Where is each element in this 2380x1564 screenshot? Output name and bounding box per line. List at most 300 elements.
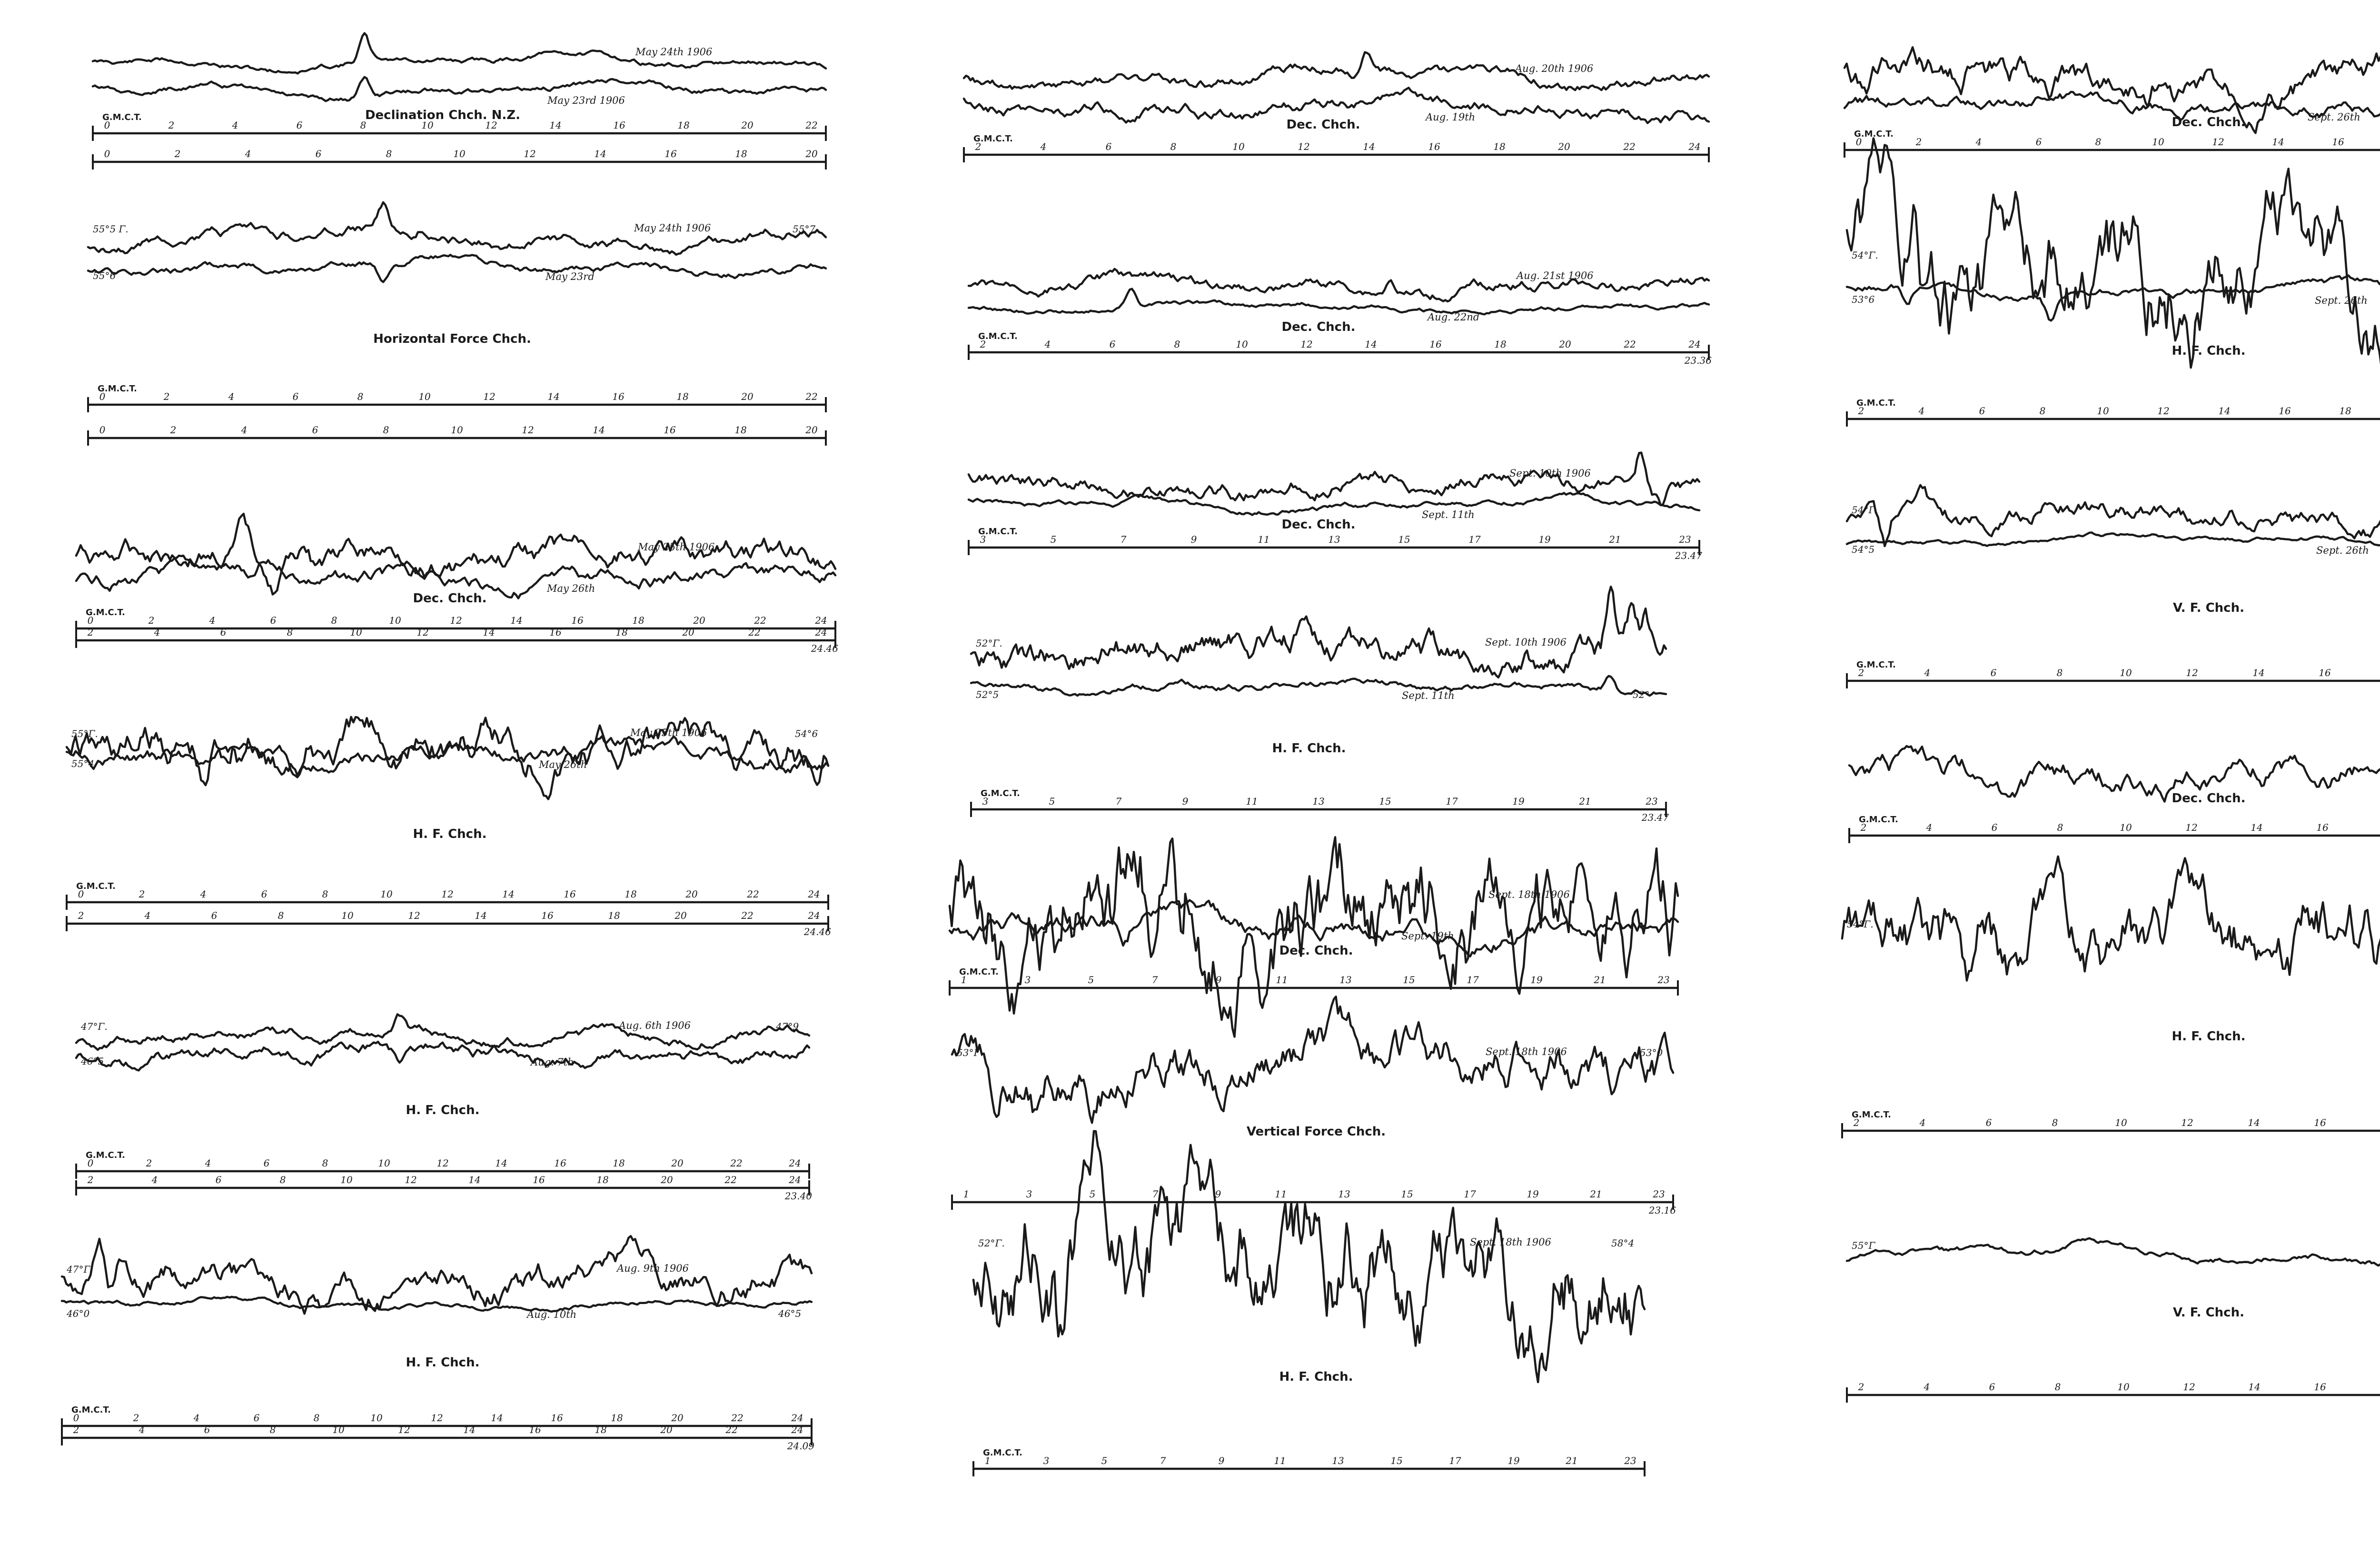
tick-label: 4 (1975, 136, 1982, 148)
scale-end-value: 24.46 (811, 643, 838, 654)
trace-line (1847, 1238, 2380, 1266)
trace-line (67, 717, 828, 799)
trace-start-value: 55°5 Γ. (93, 223, 129, 235)
tick-label: 18 (2339, 405, 2351, 417)
magnetogram-panels (62, 33, 2380, 1476)
tick-label: 14 (2248, 1117, 2260, 1128)
trace-label: Sept. 11th (1422, 509, 1475, 520)
tick-label: 14 (483, 627, 495, 638)
tick-label: 17 (1446, 796, 1458, 807)
tick-label: 6 (263, 1157, 270, 1169)
trace-label: Aug. 21st 1906 (1517, 270, 1594, 281)
scale-label: G.M.C.T. (978, 527, 1018, 537)
tick-label: 16 (549, 627, 562, 638)
chart-title: H. F. Chch. (1272, 741, 1346, 756)
tick-label: 14 (2218, 405, 2231, 417)
trace-label: Sept. 18th 1906 (1488, 889, 1570, 900)
tick-label: 20 (1558, 141, 1570, 152)
tick-label: 19 (1507, 1455, 1520, 1466)
trace-line (88, 202, 826, 255)
tick-label: 18 (632, 615, 645, 626)
trace-line (1847, 139, 2380, 380)
tick-label: 4 (200, 888, 207, 900)
tick-label: 2 (73, 1424, 79, 1435)
tick-label: 14 (549, 120, 562, 131)
tick-label: 2 (87, 1174, 94, 1185)
trace-end-value: 55°7 (793, 223, 816, 235)
trace-label: Aug. 6th 1906 (619, 1020, 691, 1031)
tick-label: 9 (1182, 796, 1189, 807)
tick-label: 22 (730, 1157, 743, 1169)
tick-label: 19 (1512, 796, 1525, 807)
tick-label: 8 (386, 148, 392, 159)
tick-label: 2 (87, 627, 94, 638)
trace-start-value: 55°Γ. (71, 728, 98, 739)
scale-label: G.M.C.T. (98, 384, 137, 394)
chart-title: V. F. Chch. (2173, 1305, 2244, 1320)
tick-label: 2 (1858, 667, 1864, 678)
magnetogram-panel (67, 717, 831, 937)
trace-start-value: 55°Γ (1852, 1240, 1875, 1251)
tick-label: 4 (193, 1412, 200, 1424)
trace-start-value: 54°Γ. (1847, 918, 1874, 930)
chart-title: Dec. Chch. (1279, 944, 1353, 958)
tick-label: 20 (674, 910, 687, 921)
trace-line (93, 77, 826, 101)
tick-label: 10 (378, 1157, 390, 1169)
tick-label: 6 (2035, 136, 2042, 148)
tick-label: 14 (495, 1157, 507, 1169)
trace-start-value: 46°0 (67, 1308, 90, 1319)
scale-label: G.M.C.T. (1854, 129, 1894, 139)
chart-title: Dec. Chch. (413, 591, 487, 606)
trace-start-value: 53°Γ. (957, 1047, 983, 1058)
tick-label: 16 (2314, 1117, 2326, 1128)
tick-label: 4 (1919, 1117, 1926, 1128)
scale-end-value: 23.47 (1641, 812, 1669, 823)
trace-label: Aug. 10th (527, 1309, 577, 1320)
trace-label: Aug. 7th (531, 1056, 574, 1068)
tick-label: 23 (1624, 1455, 1636, 1466)
tick-label: 20 (671, 1412, 684, 1424)
scale-end-value: 23.47 (1675, 550, 1702, 561)
magnetogram-panel (1847, 485, 2380, 688)
tick-label: 13 (1328, 534, 1340, 545)
scale-label: G.M.C.T. (959, 967, 999, 977)
tick-label: 4 (154, 627, 160, 638)
trace-line (952, 996, 1673, 1123)
tick-label: 10 (451, 424, 463, 436)
tick-label: 2 (1915, 136, 1922, 148)
trace-end-value: 58°4 (1611, 1237, 1635, 1249)
tick-label: 23 (1653, 1188, 1665, 1200)
tick-label: 2 (1853, 1117, 1860, 1128)
scale-label: G.M.C.T. (983, 1448, 1022, 1458)
tick-label: 10 (341, 910, 354, 921)
tick-label: 12 (441, 888, 454, 900)
tick-label: 10 (389, 615, 401, 626)
tick-label: 20 (1559, 339, 1571, 350)
tick-label: 7 (1152, 1188, 1159, 1200)
tick-label: 16 (1429, 339, 1442, 350)
trace-label: Sept. 26th (2308, 111, 2360, 123)
trace-label: May 26th (539, 759, 587, 770)
trace-line (964, 52, 1709, 90)
tick-label: 20 (693, 615, 705, 626)
tick-label: 16 (2316, 822, 2329, 833)
tick-label: 14 (463, 1424, 476, 1435)
tick-label: 8 (2056, 667, 2063, 678)
tick-label: 4 (1926, 822, 1933, 833)
tick-label: 5 (1088, 974, 1094, 986)
trace-label: May 24th 1906 (635, 46, 713, 58)
tick-label: 14 (2252, 667, 2265, 678)
tick-label: 3 (1026, 1188, 1032, 1200)
tick-label: 8 (322, 888, 328, 900)
tick-label: 12 (436, 1157, 449, 1169)
tick-label: 8 (360, 120, 367, 131)
tick-label: 6 (261, 888, 268, 900)
tick-label: 2 (1860, 822, 1867, 833)
scale-label: G.M.C.T. (978, 331, 1018, 341)
tick-label: 18 (595, 1424, 607, 1435)
tick-label: 10 (2097, 405, 2109, 417)
tick-label: 10 (340, 1174, 353, 1185)
tick-label: 8 (2039, 405, 2046, 417)
tick-label: 20 (661, 1174, 673, 1185)
tick-label: 14 (510, 615, 523, 626)
trace-label: Sept. 10th 1906 (1485, 637, 1567, 648)
chart-title: Dec. Chch. (2172, 791, 2246, 806)
magnetogram-panel (950, 837, 1678, 1036)
magnetogram-panel (952, 996, 1676, 1216)
tick-label: 7 (1151, 974, 1158, 986)
tick-label: 15 (1403, 974, 1415, 986)
tick-label: 2 (139, 888, 145, 900)
tick-label: 22 (731, 1412, 744, 1424)
tick-label: 12 (2185, 822, 2198, 833)
tick-label: 12 (431, 1412, 443, 1424)
magnetogram-panel (1847, 139, 2380, 427)
tick-label: 8 (313, 1412, 320, 1424)
tick-label: 14 (475, 910, 487, 921)
tick-label: 5 (1089, 1188, 1096, 1200)
magnetogram-panel (1842, 838, 2380, 1138)
tick-label: 12 (408, 910, 420, 921)
tick-label: 9 (1215, 1188, 1221, 1200)
scale-label: G.M.C.T. (86, 1150, 125, 1160)
tick-label: 0 (87, 1157, 94, 1169)
magnetogram-panel (971, 587, 1669, 823)
magnetogram-panel (1847, 1238, 2380, 1403)
tick-label: 10 (453, 148, 466, 159)
tick-label: 15 (1398, 534, 1410, 545)
tick-label: 24 (1688, 339, 1701, 350)
tick-label: 24 (789, 1157, 801, 1169)
magnetogram-panel (88, 202, 826, 446)
tick-label: 4 (1044, 339, 1051, 350)
chart-title: Vertical Force Chch. (1246, 1125, 1386, 1139)
chart-title: Dec. Chch. (1281, 518, 1356, 532)
tick-label: 24 (791, 1412, 803, 1424)
chart-title: Dec. Chch. (1281, 320, 1356, 334)
scale-end-value: 24.09 (787, 1440, 814, 1452)
tick-label: 21 (1594, 974, 1606, 986)
tick-label: 14 (2272, 136, 2284, 148)
tick-label: 4 (209, 615, 216, 626)
tick-label: 16 (612, 391, 625, 402)
trace-start-value: 52°5 (976, 689, 999, 700)
tick-label: 12 (405, 1174, 417, 1185)
trace-end-value: 52° (1633, 689, 1650, 700)
chart-title: Dec. Chch. (1286, 118, 1360, 132)
tick-label: 16 (1428, 141, 1440, 152)
tick-label: 10 (2152, 136, 2164, 148)
trace-line (950, 837, 1678, 1036)
tick-label: 6 (296, 120, 303, 131)
scale-label: G.M.C.T. (1852, 1110, 1891, 1120)
tick-label: 10 (1236, 339, 1248, 350)
tick-label: 10 (1232, 141, 1245, 152)
tick-label: 14 (594, 148, 606, 159)
tick-label: 6 (315, 148, 322, 159)
tick-label: 21 (1590, 1188, 1602, 1200)
tick-label: 14 (491, 1412, 503, 1424)
tick-label: 7 (1160, 1455, 1166, 1466)
tick-label: 17 (1464, 1188, 1476, 1200)
tick-label: 17 (1467, 974, 1479, 986)
tick-label: 16 (571, 615, 584, 626)
tick-label: 2 (174, 148, 181, 159)
tick-label: 13 (1338, 1188, 1350, 1200)
tick-label: 8 (279, 1174, 286, 1185)
tick-label: 8 (331, 615, 337, 626)
tick-label: 4 (241, 424, 248, 436)
tick-label: 17 (1449, 1455, 1461, 1466)
tick-label: 12 (485, 120, 497, 131)
tick-label: 22 (754, 615, 766, 626)
tick-label: 22 (1623, 141, 1636, 152)
tick-label: 20 (685, 888, 698, 900)
chart-title: V. F. Chch. (2173, 601, 2244, 615)
tick-label: 12 (398, 1424, 410, 1435)
scale-end-value: 23.40 (784, 1190, 812, 1202)
tick-label: 24 (808, 910, 820, 921)
tick-label: 2 (980, 339, 986, 350)
tick-label: 12 (522, 424, 534, 436)
chart-title: H. F. Chch. (406, 1355, 480, 1370)
tick-label: 24 (815, 615, 827, 626)
tick-label: 18 (615, 627, 628, 638)
tick-label: 12 (450, 615, 462, 626)
tick-label: 13 (1332, 1455, 1344, 1466)
tick-label: 6 (1105, 141, 1112, 152)
magnetogram-panel (93, 33, 826, 169)
tick-label: 14 (547, 391, 560, 402)
trace-line (1849, 745, 2380, 802)
trace-end-value: 47°9 (776, 1021, 799, 1032)
trace-start-value: 53°6 (1852, 294, 1875, 305)
trace-label: Sept. 11th (1402, 690, 1455, 701)
tick-label: 8 (278, 910, 284, 921)
tick-label: 4 (1918, 405, 1925, 417)
tick-label: 4 (1924, 1381, 1930, 1393)
tick-label: 10 (2120, 822, 2132, 833)
tick-label: 13 (1312, 796, 1325, 807)
tick-label: 18 (1493, 141, 1506, 152)
tick-label: 18 (1494, 339, 1507, 350)
tick-label: 14 (502, 888, 515, 900)
tick-label: 16 (2314, 1381, 2326, 1393)
tick-label: 18 (625, 888, 637, 900)
tick-label: 8 (2052, 1117, 2058, 1128)
chart-title: H. F. Chch. (2172, 344, 2246, 358)
tick-label: 20 (805, 148, 818, 159)
tick-label: 11 (1246, 796, 1258, 807)
magnetogram-panel (973, 1131, 1645, 1476)
trace-label: May 24th 1906 (634, 222, 711, 234)
tick-label: 20 (741, 391, 754, 402)
tick-label: 6 (1990, 667, 1997, 678)
trace-start-value: 52°Γ. (978, 1237, 1005, 1249)
tick-label: 24 (791, 1424, 803, 1435)
tick-label: 2 (78, 910, 84, 921)
trace-line (973, 1131, 1645, 1382)
tick-label: 6 (270, 615, 277, 626)
tick-label: 18 (613, 1157, 625, 1169)
tick-label: 21 (1579, 796, 1591, 807)
tick-label: 16 (551, 1412, 563, 1424)
scale-label: G.M.C.T. (973, 134, 1013, 144)
tick-label: 18 (676, 391, 689, 402)
trace-line (969, 493, 1699, 515)
tick-label: 12 (2157, 405, 2170, 417)
tick-label: 10 (2120, 667, 2132, 678)
trace-line (969, 269, 1709, 301)
tick-label: 6 (1991, 822, 1998, 833)
tick-label: 14 (1363, 141, 1375, 152)
trace-line (67, 736, 828, 777)
tick-label: 4 (144, 910, 151, 921)
magnetogram-panel (76, 514, 838, 654)
tick-label: 11 (1274, 1455, 1286, 1466)
tick-label: 6 (215, 1174, 222, 1185)
scale-end-value: 24.46 (803, 926, 831, 937)
tick-label: 6 (204, 1424, 210, 1435)
tick-label: 3 (1024, 974, 1031, 986)
magnetogram-panel (76, 1014, 812, 1202)
trace-label: Aug. 22nd (1428, 311, 1480, 323)
tick-label: 14 (2251, 822, 2263, 833)
tick-label: 8 (2057, 822, 2063, 833)
tick-label: 2 (163, 391, 170, 402)
tick-label: 4 (139, 1424, 145, 1435)
trace-line (62, 1297, 812, 1312)
tick-label: 12 (524, 148, 536, 159)
tick-label: 4 (1924, 667, 1931, 678)
tick-label: 18 (611, 1412, 623, 1424)
trace-label: May 25th 1906 (630, 727, 707, 738)
trace-label: May 23rd 1906 (547, 95, 625, 106)
tick-label: 6 (211, 910, 218, 921)
trace-line (1847, 485, 2380, 546)
trace-start-value: 55°6 (93, 270, 116, 281)
trace-label: Aug. 9th 1906 (617, 1263, 689, 1274)
tick-label: 0 (99, 424, 106, 436)
tick-label: 12 (1298, 141, 1310, 152)
tick-label: 16 (2332, 136, 2344, 148)
tick-label: 2 (133, 1412, 139, 1424)
tick-label: 2 (148, 615, 155, 626)
tick-label: 16 (613, 120, 625, 131)
tick-label: 8 (2095, 136, 2102, 148)
trace-label: May 26th (547, 583, 595, 594)
tick-label: 23 (1646, 796, 1658, 807)
tick-label: 11 (1275, 1188, 1287, 1200)
scale-label: G.M.C.T. (981, 788, 1020, 798)
tick-label: 4 (245, 148, 251, 159)
tick-label: 16 (2319, 667, 2331, 678)
tick-label: 12 (416, 627, 429, 638)
tick-label: 15 (1379, 796, 1391, 807)
tick-label: 6 (312, 424, 318, 436)
tick-label: 2 (168, 120, 175, 131)
chart-title: H. F. Chch. (413, 827, 487, 841)
tick-label: 20 (682, 627, 694, 638)
tick-label: 15 (1390, 1455, 1403, 1466)
tick-label: 12 (2186, 667, 2198, 678)
tick-label: 16 (564, 888, 576, 900)
tick-label: 16 (533, 1174, 545, 1185)
tick-label: 7 (1120, 534, 1127, 545)
tick-label: 10 (421, 120, 434, 131)
tick-label: 0 (1855, 136, 1862, 148)
tick-label: 5 (1049, 796, 1055, 807)
tick-label: 24 (1688, 141, 1701, 152)
tick-label: 2 (146, 1157, 152, 1169)
tick-label: 23 (1657, 974, 1670, 986)
trace-label: May 23rd (545, 271, 595, 282)
tick-label: 6 (1979, 405, 1985, 417)
tick-label: 0 (104, 120, 110, 131)
chart-title: H. F. Chch. (2172, 1029, 2246, 1044)
tick-label: 22 (805, 120, 818, 131)
tick-label: 3 (982, 796, 989, 807)
tick-label: 12 (2183, 1381, 2195, 1393)
tick-label: 5 (1050, 534, 1057, 545)
magnetogram-panel (62, 1236, 814, 1452)
tick-label: 12 (483, 391, 496, 402)
tick-label: 10 (2117, 1381, 2130, 1393)
tick-label: 16 (529, 1424, 541, 1435)
scale-label: G.M.C.T. (1859, 815, 1898, 825)
tick-label: 16 (2279, 405, 2291, 417)
tick-label: 10 (350, 627, 362, 638)
tick-label: 22 (725, 1424, 738, 1435)
tick-label: 2 (170, 424, 177, 436)
tick-label: 19 (1530, 974, 1543, 986)
tick-label: 4 (228, 391, 235, 402)
tick-label: 14 (468, 1174, 481, 1185)
tick-label: 12 (1300, 339, 1313, 350)
tick-label: 22 (747, 888, 759, 900)
tick-label: 8 (2054, 1381, 2061, 1393)
tick-label: 17 (1468, 534, 1481, 545)
tick-label: 20 (660, 1424, 673, 1435)
tick-label: 16 (541, 910, 554, 921)
magnetogram-panel (1849, 745, 2380, 843)
tick-label: 5 (1101, 1455, 1108, 1466)
